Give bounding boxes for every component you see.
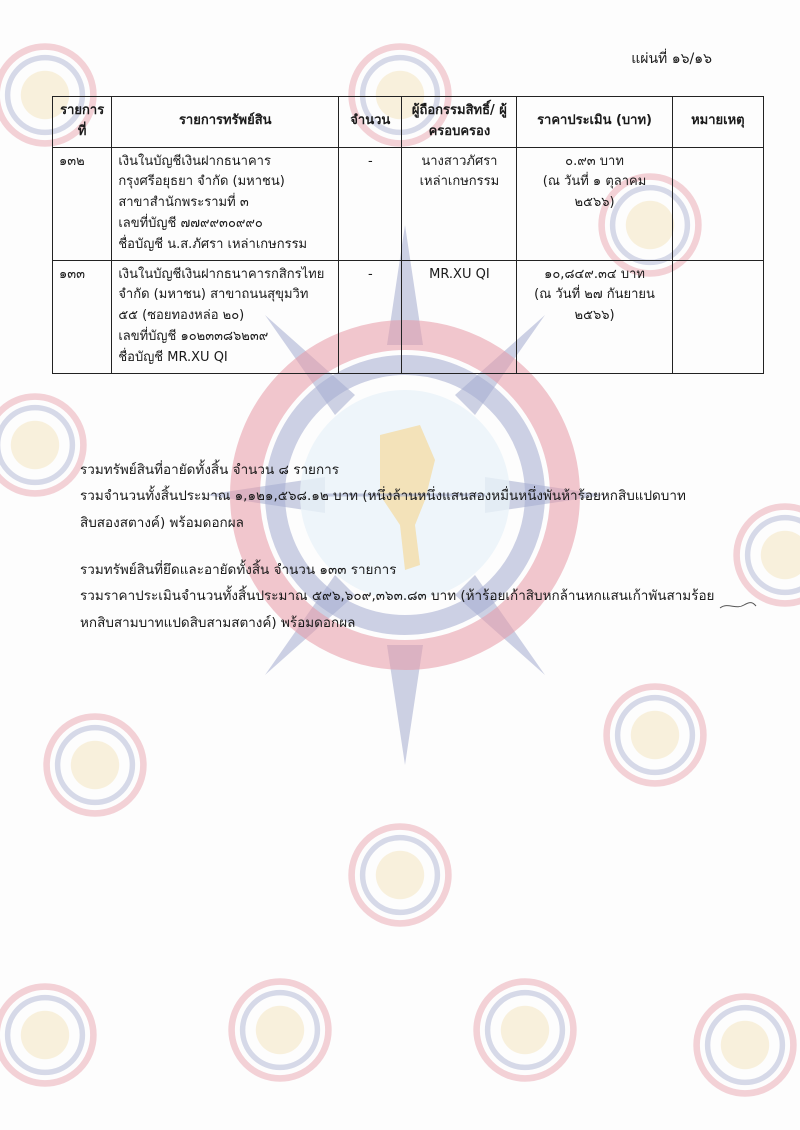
asset-description-line: จำกัด (มหาชน) สาขาถนนสุขุมวิท <box>118 287 309 303</box>
asset-note <box>672 147 763 260</box>
asset-price-line: ๒๕๖๖) <box>574 195 615 211</box>
amlo-seal-icon <box>225 975 335 1085</box>
asset-owner <box>402 147 517 260</box>
amlo-seal-icon <box>345 820 455 930</box>
asset-description-line: สาขาสำนักพระรามที่ ๓ <box>118 195 249 211</box>
table-header-row <box>53 97 764 148</box>
seized-total-text-cont: สิบสองสตางค์) พร้อมดอกผล <box>80 514 244 531</box>
amlo-seal-icon <box>730 500 800 610</box>
asset-description-line: เงินในบัญชีเงินฝากธนาคาร <box>118 153 271 169</box>
asset-owner-line: เหล่าเกษกรรม <box>419 174 500 190</box>
asset-price-line: ๒๕๖๖) <box>574 308 615 324</box>
asset-description-line: ชื่อบัญชี MR.XU QI <box>118 349 228 365</box>
sheet-number: แผ่นที่ ๑๖/๑๖ <box>631 51 712 67</box>
asset-quantity: - <box>339 260 402 373</box>
amlo-seal-icon <box>600 680 710 790</box>
overall-total-text: รวมราคาประเมินจำนวนทั้งสิ้นประมาณ ๕๙๖,๖๐๙,๓๖๓.๘๓ บาท (ห้าร้อยเก้าสิบหกล้านหกแสนเก้าพันสามร้อย <box>80 588 715 605</box>
asset-description-line: ๕๕ (ซอยทองหล่อ ๒๐) <box>118 308 245 324</box>
asset-owner <box>402 260 517 373</box>
overall-summary <box>80 557 730 636</box>
asset-owner-line: นางสาวภัศรา <box>421 153 498 169</box>
overall-count-text: รวมทรัพย์สินที่ยึดและอายัดทั้งสิ้น จำนวน ๑๓๓ รายการ <box>80 562 397 578</box>
column-header-no: รายการ ที่ <box>53 97 112 148</box>
table-row <box>53 147 764 260</box>
asset-price <box>517 260 672 373</box>
asset-description-line: เงินในบัญชีเงินฝากธนาคารกสิกรไทย <box>118 266 325 282</box>
amlo-seal-icon <box>470 975 580 1085</box>
asset-price-line: (ณ วันที่ ๒๗ กันยายน <box>534 287 655 303</box>
asset-quantity: - <box>339 147 402 260</box>
asset-description-line: ชื่อบัญชี น.ส.ภัศรา เหล่าเกษกรรม <box>118 236 308 252</box>
column-header-price: ราคาประเมิน (บาท) <box>517 97 672 148</box>
amlo-seal-icon <box>0 390 90 500</box>
pen-mark <box>718 600 758 612</box>
asset-description <box>112 147 339 260</box>
overall-total-text-cont: หกสิบสามบาทแปดสิบสามสตางค์) พร้อมดอกผล <box>80 614 356 631</box>
asset-price-line: ๑๐,๘๔๙.๓๔ บาท <box>544 266 645 282</box>
row-number: ๑๓๓ <box>53 260 112 373</box>
row-number: ๑๓๒ <box>53 147 112 260</box>
asset-price-line: (ณ วันที่ ๑ ตุลาคม <box>542 174 647 190</box>
amlo-seal-icon <box>40 710 150 820</box>
seized-count-text: รวมทรัพย์สินที่อายัดทั้งสิ้น จำนวน ๘ รายการ <box>80 462 339 478</box>
column-header-qty: จำนวน <box>339 97 402 148</box>
column-header-item: รายการทรัพย์สิน <box>112 97 339 148</box>
column-header-note: หมายเหตุ <box>672 97 763 148</box>
column-header-owner: ผู้ถือกรรมสิทธิ์/ ผู้ครอบครอง <box>402 97 517 148</box>
seized-summary <box>80 457 730 536</box>
asset-note <box>672 260 763 373</box>
asset-price-line: ๐.๙๓ บาท <box>565 153 624 169</box>
asset-owner-line: MR.XU QI <box>429 266 490 282</box>
seized-total-text: รวมจำนวนทั้งสิ้นประมาณ ๑,๑๒๑,๕๖๘.๑๒ บาท (หนึ่งล้านหนึ่งแสนสองหมื่นหนึ่งพันห้าร้อยหกสิบแปดบาท <box>80 488 686 505</box>
asset-price <box>517 147 672 260</box>
amlo-seal-icon <box>0 980 100 1090</box>
amlo-seal-icon <box>690 990 800 1100</box>
asset-description-line: เลขที่บัญชี ๑๐๒๓๓๘๖๒๓๙ <box>118 328 269 344</box>
asset-description-line: เลขที่บัญชี ๗๗๙๙๓๐๙๙๐ <box>118 215 263 231</box>
table-row <box>53 260 764 373</box>
asset-table <box>52 96 764 374</box>
asset-description-line: กรุงศรีอยุธยา จำกัด (มหาชน) <box>118 174 285 190</box>
asset-description <box>112 260 339 373</box>
